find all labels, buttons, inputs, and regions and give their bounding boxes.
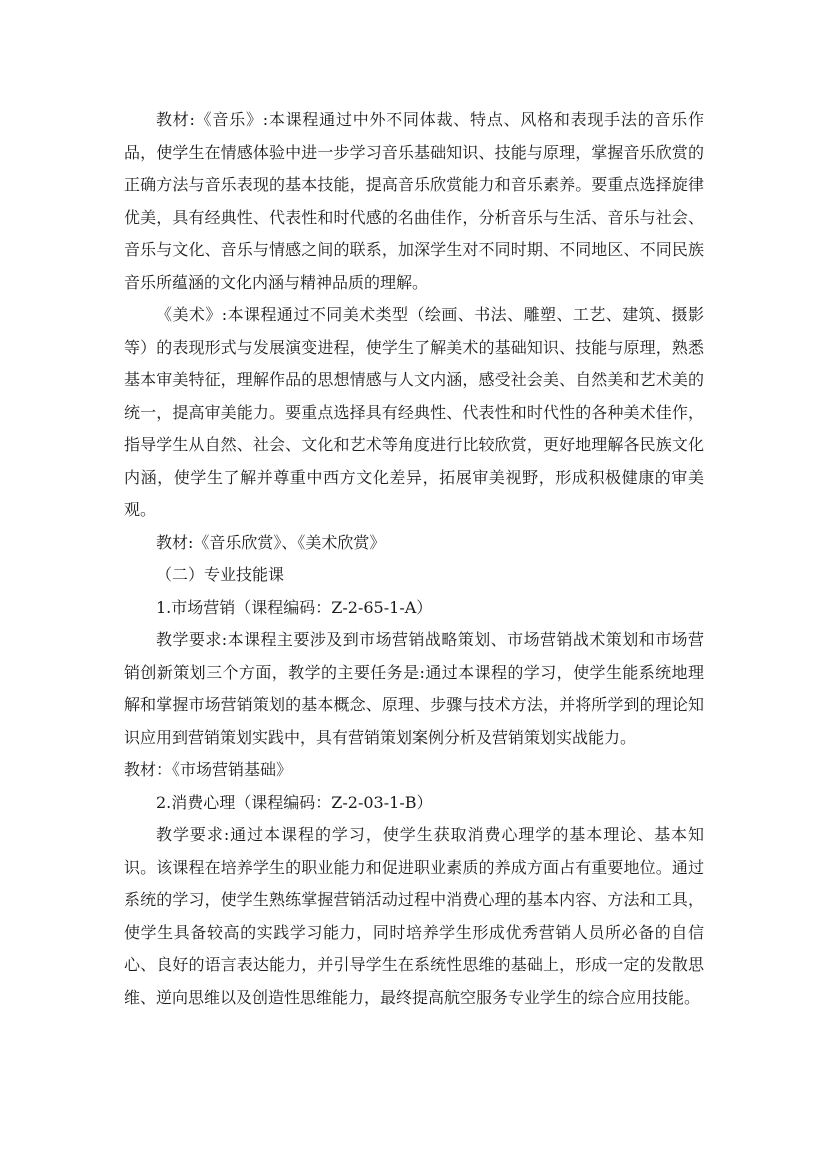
paragraph-consumer-psychology-requirements: 教学要求:通过本课程的学习，使学生获取消费心理学的基本理论、基本知识。该课程在培养学生的职业能力和促进职业素质的养成方面占有重要地位。通过系统的学习，使学生熟练掌握营销活动过程中消费心理的基本内容、方法和工具，使学生具备较高的实践学习能力，同时培养学生形成优秀营销人员所必备的自信心、良好的语言表达能力，并引导学生在系统性思维的基础上，形成一定的发散思维、逆向思维以及创造性思维能力，最终提高航空服务专业学生的综合应用技能。 [124,825,704,1007]
course-heading-marketing: 1.市场营销（课程编码：Z-2-65-1-A） [156,597,433,617]
document-body [124,104,704,1014]
course-heading-consumer-psychology: 2.消费心理（课程编码：Z-2-03-1-B） [156,792,433,812]
section-heading-professional-skills: （二）专业技能课 [156,565,285,584]
paragraph-textbooks: 教材:《音乐欣赏》、《美术欣赏》 [156,532,386,552]
paragraph-marketing-requirements: 教学要求:本课程主要涉及到市场营销战略策划、市场营销战术策划和市场营销创新策划三个方面，教学的主要任务是:通过本课程的学习，使学生能系统地理解和掌握市场营销策划的基本概念、原理、步骤与技术方法，并将所学到的理论知识应用到营销策划实践中，具有营销策划案例分析及营销策划实战能力。 [124,630,704,747]
paragraph-marketing-textbook: 教材：《市场营销基础》 [124,760,293,779]
paragraph-art-course: 《美术》:本课程通过不同美术类型（绘画、书法、雕塑、工艺、建筑、摄影等）的表现形式与发展演变进程，使学生了解美术的基础知识、技能与原理，熟悉基本审美特征，理解作品的思想情感与人文内涵，感受社会美、自然美和艺术美的统一，提高审美能力。要重点选择具有经典性、代表性和时代性的各种美术佳作，指导学生从自然、社会、文化和艺术等角度进行比较欣赏，更好地理解各民族文化内涵，使学生了解并尊重中西方文化差异，拓展审美视野，形成积极健康的审美观。 [124,305,704,519]
paragraph-music-textbook: 教材:《音乐》:本课程通过中外不同体裁、特点、风格和表现手法的音乐作品，使学生在情感体验中进一步学习音乐基础知识、技能与原理，掌握音乐欣赏的正确方法与音乐表现的基本技能，提高音乐欣赏能力和音乐素养。要重点选择旋律优美，具有经典性、代表性和时代感的名曲佳作，分析音乐与生活、音乐与社会、音乐与文化、音乐与情感之间的联系，加深学生对不同时期、不同地区、不同民族音乐所蕴涵的文化内涵与精神品质的理解。 [124,110,704,292]
